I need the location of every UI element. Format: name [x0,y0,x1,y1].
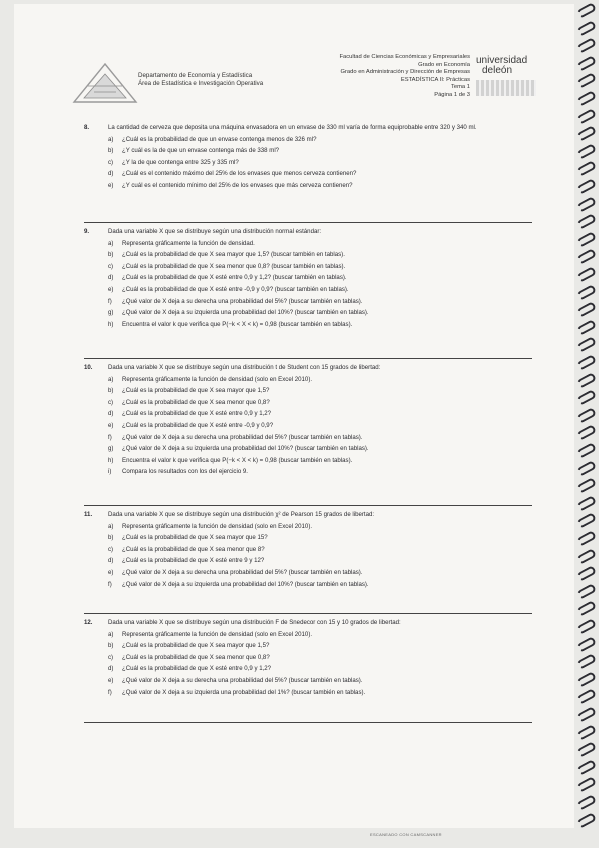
exercise-statement [84,122,536,134]
exercise-item [84,532,536,544]
item-text: ¿Cuál es la probabilidad de que X sea menor que 0,8? [122,653,270,661]
section-divider [84,722,532,723]
binding-ring-icon [576,812,597,829]
exercise-item [84,443,536,455]
item-text: Representa gráficamente la función de densidad (solo en Excel 2010). [122,522,313,530]
item-text: ¿Cuál es la probabilidad de que un envase contenga menos de 326 ml? [122,135,317,143]
item-text: ¿Cuál es la probabilidad de que X esté entre 0,9 y 1,2? [122,410,272,418]
binding-ring-icon [576,548,597,565]
binding-ring-icon [576,495,597,512]
department-name: Departamento de Economía y Estadística [138,72,253,79]
binding-ring-icon [576,741,597,758]
item-text: ¿Cuál es la probabilidad de que X esté entre -0,9 y 0,9? (buscar también en tablas). [122,285,349,293]
item-text: Representa gráficamente la función de densidad (solo en Excel 2010). [122,630,313,638]
exercise-item [84,579,536,591]
item-letter: b) [108,251,114,259]
item-letter: i) [108,468,112,476]
exercise-statement [84,509,536,521]
exercise-item [84,544,536,556]
item-text: ¿Cuál es la probabilidad de que X sea menor que 0,8? [122,398,270,406]
item-text: ¿Qué valor de X deja a su izquierda una probabilidad del 10%? (buscar también en tablas). [122,309,369,317]
item-text: Compara los resultados con los del ejercicio 9. [122,468,248,476]
binding-ring-icon [576,284,597,301]
exercise-item [84,319,536,331]
item-letter: a) [108,522,114,530]
binding-ring-icon [576,231,597,248]
exercise-item [84,374,536,386]
item-text: ¿Qué valor de X deja a su derecha una probabilidad del 5%? (buscar también en tablas). [122,676,363,684]
item-letter: c) [108,398,114,406]
exercise-10 [84,362,536,478]
item-letter: d) [108,665,114,673]
item-letter: f) [108,580,112,588]
exercise-item [84,397,536,409]
item-text: ¿Cuál es la probabilidad de que X esté entre 0,9 y 1,2? [122,665,272,673]
item-text: ¿Qué valor de X deja a su izquierda una probabilidad del 10%? (buscar también en tablas). [122,580,369,588]
section-divider [84,358,532,359]
binding-ring-icon [576,266,597,283]
item-text: ¿Cuál es el contenido máximo del 25% de los envases que menos cerveza contienen? [122,170,357,178]
item-letter: d) [108,557,114,565]
binding-ring-icon [576,688,597,705]
binding-ring-icon [576,143,597,160]
item-letter: d) [108,170,114,178]
item-text: ¿Qué valor de X deja a su derecha una probabilidad del 5%? (buscar también en tablas). [122,568,363,576]
item-letter: h) [108,456,114,464]
item-text: ¿Y la de que contenga entre 325 y 335 ml? [122,158,239,166]
item-letter: g) [108,445,114,453]
binding-ring-icon [576,636,597,653]
binding-ring-icon [576,653,597,670]
item-text: ¿Qué valor de X deja a su derecha una probabilidad del 5%? (buscar también en tablas). [122,433,363,441]
faculty-line: Página 1 de 3 [434,91,470,98]
item-letter: c) [108,545,114,553]
exercise-item [84,420,536,432]
exercise-intro: Dada una variable X que se distribuye según una distribución χ² de Pearson 15 grados de libertad: [108,511,375,518]
binding-ring-icon [576,213,597,230]
exercise-item [84,408,536,420]
exercise-item [84,640,536,652]
item-letter: a) [108,135,114,143]
binding-ring-icon [576,442,597,459]
exercise-item [84,555,536,567]
binding-ring-icon [576,20,597,37]
item-text: ¿Cuál es la probabilidad de que X sea mayor que 15? [122,534,268,542]
item-text: ¿Cuál es la probabilidad de que X esté entre 9 y 12? [122,557,265,565]
binding-ring-icon [576,583,597,600]
exercise-intro: Dada una variable X que se distribuye según una distribución F de Snedecor con 15 y 10 grados de libertad: [108,619,401,626]
binding-ring-icon [576,530,597,547]
section-divider [84,222,532,223]
binding-ring-icon [576,336,597,353]
exercise-item [84,284,536,296]
exercise-intro: Dada una variable X que se distribuye según una distribución normal estándar: [108,228,322,235]
item-letter: h) [108,320,114,328]
binding-ring-icon [576,759,597,776]
item-text: ¿Cuál es la probabilidad de que X sea mayor que 1,5? [122,387,270,395]
binding-ring-icon [576,671,597,688]
item-text: ¿Cuál es la probabilidad de que X esté entre -0,9 y 0,9? [122,421,274,429]
exercise-item [84,249,536,261]
item-text: ¿Qué valor de X deja a su izquierda una probabilidad del 1%? (buscar también en tablas). [122,688,366,696]
exercise-item [84,261,536,273]
faculty-line: ESTADÍSTICA II: Prácticas [400,76,470,83]
item-letter: b) [108,642,114,650]
binding-ring-icon [576,354,597,371]
exercise-item [84,521,536,533]
exercise-statement [84,362,536,374]
item-text: ¿Cuál es la probabilidad de que X esté entre 0,9 y 1,2? (buscar también en tablas). [122,274,347,282]
item-letter: b) [108,147,114,155]
item-letter: e) [108,421,114,429]
binding-ring-icon [576,460,597,477]
exercise-12 [84,617,536,698]
binding-ring-icon [576,477,597,494]
exercise-9 [84,226,536,330]
binding-ring-icon [576,424,597,441]
exercise-11 [84,509,536,590]
binding-ring-icon [576,125,597,142]
exercise-item [84,134,536,146]
binding-ring-icon [576,389,597,406]
item-text: Encuentra el valor k que verifica que P(−k < X < k) = 0,98 (buscar también en tablas). [122,320,353,328]
item-text: Representa gráficamente la función de densidad (solo en Excel 2010). [122,375,313,383]
binding-ring-icon [576,407,597,424]
item-letter: e) [108,676,114,684]
department-logo-icon [70,60,140,110]
binding-ring-icon [576,794,597,811]
item-text: Encuentra el valor k que verifica que P(−k < X < k) = 0,98 (buscar también en tablas). [122,456,353,464]
section-divider [84,613,532,614]
item-letter: a) [108,239,114,247]
binding-ring-icon [576,618,597,635]
exercise-item [84,466,536,478]
item-letter: e) [108,568,114,576]
exercise-number: 11. [84,511,93,518]
exercise-item [84,385,536,397]
item-text: ¿Cuál es la probabilidad de que X sea mayor que 1,5? (buscar también en tablas). [122,251,345,259]
item-letter: c) [108,262,114,270]
exercise-item [84,652,536,664]
item-text: ¿Qué valor de X deja a su derecha una probabilidad del 5%? (buscar también en tablas). [122,297,363,305]
binding-ring-icon [576,196,597,213]
scanner-stamp: ESCANEADO CON CAMSCANNER [370,832,442,837]
exercise-item [84,157,536,169]
item-letter: f) [108,688,112,696]
exercise-item [84,432,536,444]
exercise-item [84,180,536,192]
exercise-item [84,168,536,180]
item-letter: b) [108,387,114,395]
item-letter: e) [108,285,114,293]
binding-ring-icon [576,706,597,723]
binding-ring-icon [576,248,597,265]
faculty-block [295,54,470,100]
item-letter: a) [108,630,114,638]
department-area: Área de Estadística e Investigación Operativa [138,80,264,87]
item-letter: g) [108,309,114,317]
faculty-line: Facultad de Ciencias Económicas y Empresariales [339,54,470,60]
binding-ring-icon [576,565,597,582]
item-letter: f) [108,433,112,441]
exercise-statement [84,617,536,629]
university-city: deleón [482,65,513,76]
item-letter: c) [108,158,114,166]
binding-ring-icon [576,724,597,741]
exercise-item [84,629,536,641]
binding-ring-icon [576,55,597,72]
item-letter: b) [108,534,114,542]
exercise-item [84,296,536,308]
binding-ring-icon [576,512,597,529]
binding-ring-icon [576,301,597,318]
item-letter: c) [108,653,114,661]
exercise-statement [84,226,536,238]
binding-ring-icon [576,776,597,793]
item-text: ¿Cuál es la probabilidad de que X sea menor que 8? [122,545,265,553]
exercise-number: 12. [84,619,93,626]
exercise-8 [84,122,536,192]
item-text: ¿Y cuál es el contenido mínimo del 25% de los envases que más cerveza contienen? [122,181,353,189]
item-text: ¿Cuál es la probabilidad de que X sea menor que 0,8? (buscar también en tablas). [122,262,346,270]
spiral-binding [574,0,599,848]
item-letter: d) [108,274,114,282]
item-text: ¿Qué valor de X deja a su izquierda una probabilidad del 10%? (buscar también en tablas). [122,445,369,453]
item-letter: f) [108,297,112,305]
binding-ring-icon [576,90,597,107]
item-text: ¿Y cuál es la de que un envase contenga más de 338 ml? [122,147,280,155]
binding-ring-icon [576,108,597,125]
binding-ring-icon [576,37,597,54]
university-name: universidad [476,55,528,66]
department-block [138,72,263,88]
exercise-number: 8. [84,124,90,131]
section-divider [84,505,532,506]
faculty-line: Tema 1 [450,84,470,91]
binding-ring-icon [576,72,597,89]
exercise-item [84,272,536,284]
item-letter: a) [108,375,114,383]
item-letter: e) [108,181,114,189]
exercise-item [84,455,536,467]
university-emblem-icon [476,80,536,96]
exercise-intro: La cantidad de cerveza que deposita una máquina envasadora en un envase de 330 ml varía de forma equiprobable entre 320 y 340 ml. [108,124,477,131]
exercise-number: 9. [84,228,90,235]
binding-ring-icon [576,372,597,389]
exercise-intro: Dada una variable X que se distribuye según una distribución t de Student con 15 grados de libertad: [108,364,381,371]
binding-ring-icon [576,178,597,195]
faculty-line: Grado en Administración y Dirección de Empresas [340,69,470,76]
binding-ring-icon [576,160,597,177]
exercise-item [84,687,536,699]
exercise-number: 10. [84,364,93,371]
exercise-item [84,675,536,687]
binding-ring-icon [576,319,597,336]
exercise-item [84,567,536,579]
exercise-item [84,238,536,250]
binding-ring-icon [576,600,597,617]
item-text: Representa gráficamente la función de densidad. [122,239,255,247]
faculty-line: Grado en Economía [418,61,470,68]
binding-ring-icon [576,2,597,19]
item-letter: d) [108,410,114,418]
exercise-item [84,307,536,319]
exercise-item [84,145,536,157]
item-text: ¿Cuál es la probabilidad de que X sea mayor que 1,5? [122,642,270,650]
university-logo [476,56,536,96]
exercise-item [84,663,536,675]
